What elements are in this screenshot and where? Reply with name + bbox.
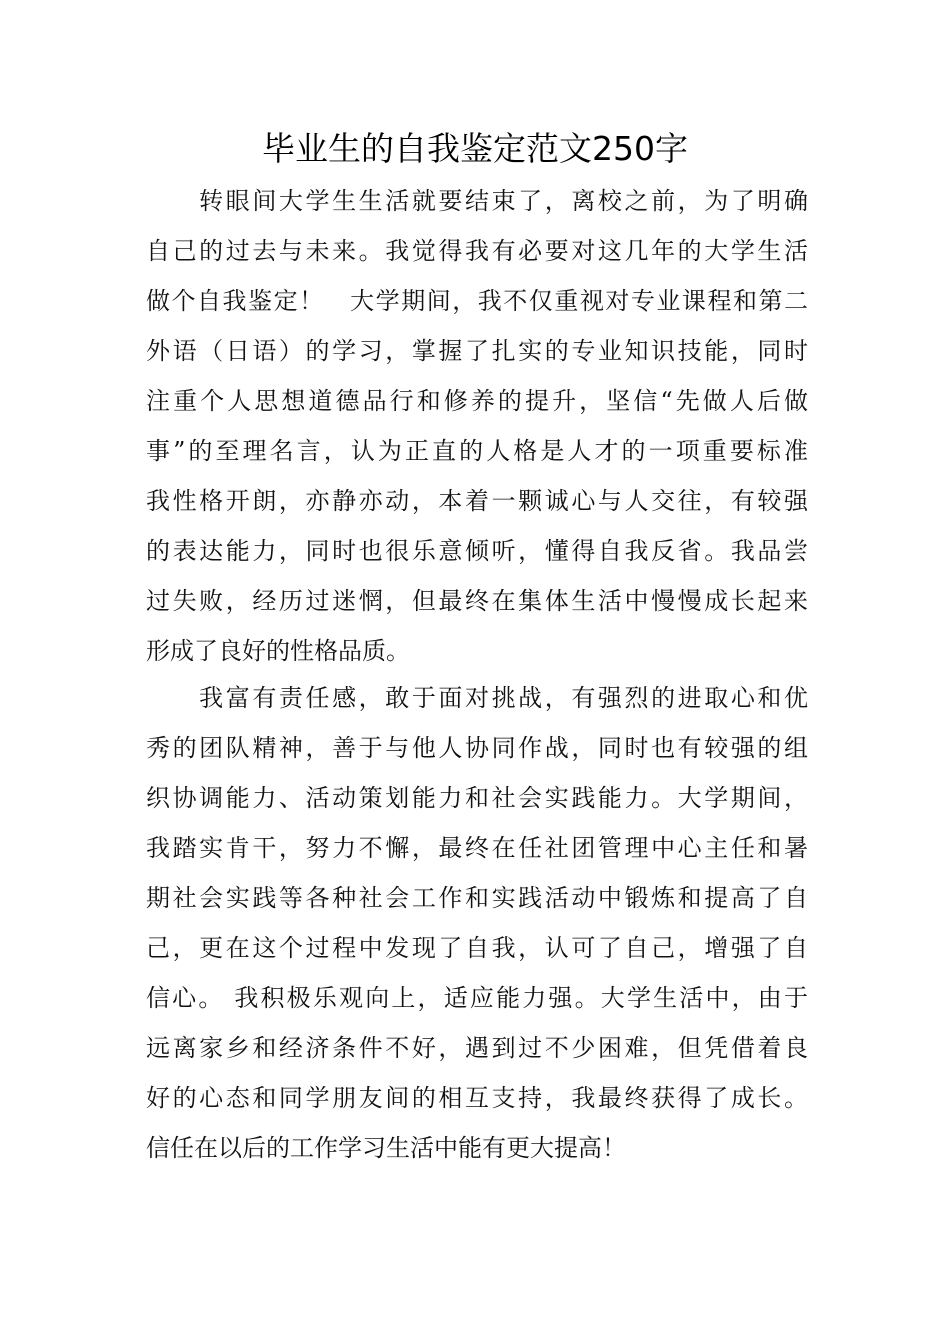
document-title: 毕业生的自我鉴定范文250字 (262, 129, 688, 168)
paragraph-line: 织协调能力、活动策划能力和社会实践能力。大学期间， (146, 784, 808, 812)
paragraph-line: 我踏实肯干，努力不懈，最终在任社团管理中心主任和暑 (146, 834, 808, 862)
paragraph-line: 我富有责任感，敢于面对挑战，有强烈的进取心和优 (146, 684, 808, 712)
paragraph-line: 形成了良好的性格品质。 (146, 637, 410, 665)
paragraph-2 (146, 673, 808, 1173)
paragraph-line: 外语（日语）的学习，掌握了扎实的专业知识技能，同时 (146, 337, 808, 365)
paragraph-line: 注重个人思想道德品行和修养的提升，坚信“先做人后做 (146, 387, 808, 415)
paragraph-line: 远离家乡和经济条件不好，遇到过不少困难，但凭借着良 (146, 1034, 808, 1062)
paragraph-line: 事”的至理名言，认为正直的人格是人才的一项重要标准 (146, 437, 808, 465)
paragraph-line: 做个自我鉴定！ 大学期间，我不仅重视对专业课程和第二 (146, 287, 808, 315)
paragraph-line: 信任在以后的工作学习生活中能有更大提高！ (146, 1134, 626, 1162)
paragraph-line: 过失败，经历过迷惘，但最终在集体生活中慢慢成长起来 (146, 587, 808, 615)
paragraph-line: 好的心态和同学朋友间的相互支持，我最终获得了成长。 (146, 1084, 808, 1112)
paragraph-line: 期社会实践等各种社会工作和实践活动中锻炼和提高了自 (146, 884, 808, 912)
paragraph-line: 我性格开朗，亦静亦动，本着一颗诚心与人交往，有较强 (146, 487, 808, 515)
paragraph-line: 的表达能力，同时也很乐意倾听，懂得自我反省。我品尝 (146, 537, 808, 565)
paragraph-line: 信心。 我积极乐观向上，适应能力强。大学生活中，由于 (146, 984, 808, 1012)
paragraph-line: 自己的过去与未来。我觉得我有必要对这几年的大学生活 (146, 237, 808, 265)
paragraph-1 (146, 176, 808, 676)
paragraph-line: 己，更在这个过程中发现了自我，认可了自己，增强了自 (146, 934, 808, 962)
paragraph-line: 秀的团队精神，善于与他人协同作战，同时也有较强的组 (146, 734, 808, 762)
paragraph-line: 转眼间大学生生活就要结束了，离校之前，为了明确 (146, 187, 808, 215)
